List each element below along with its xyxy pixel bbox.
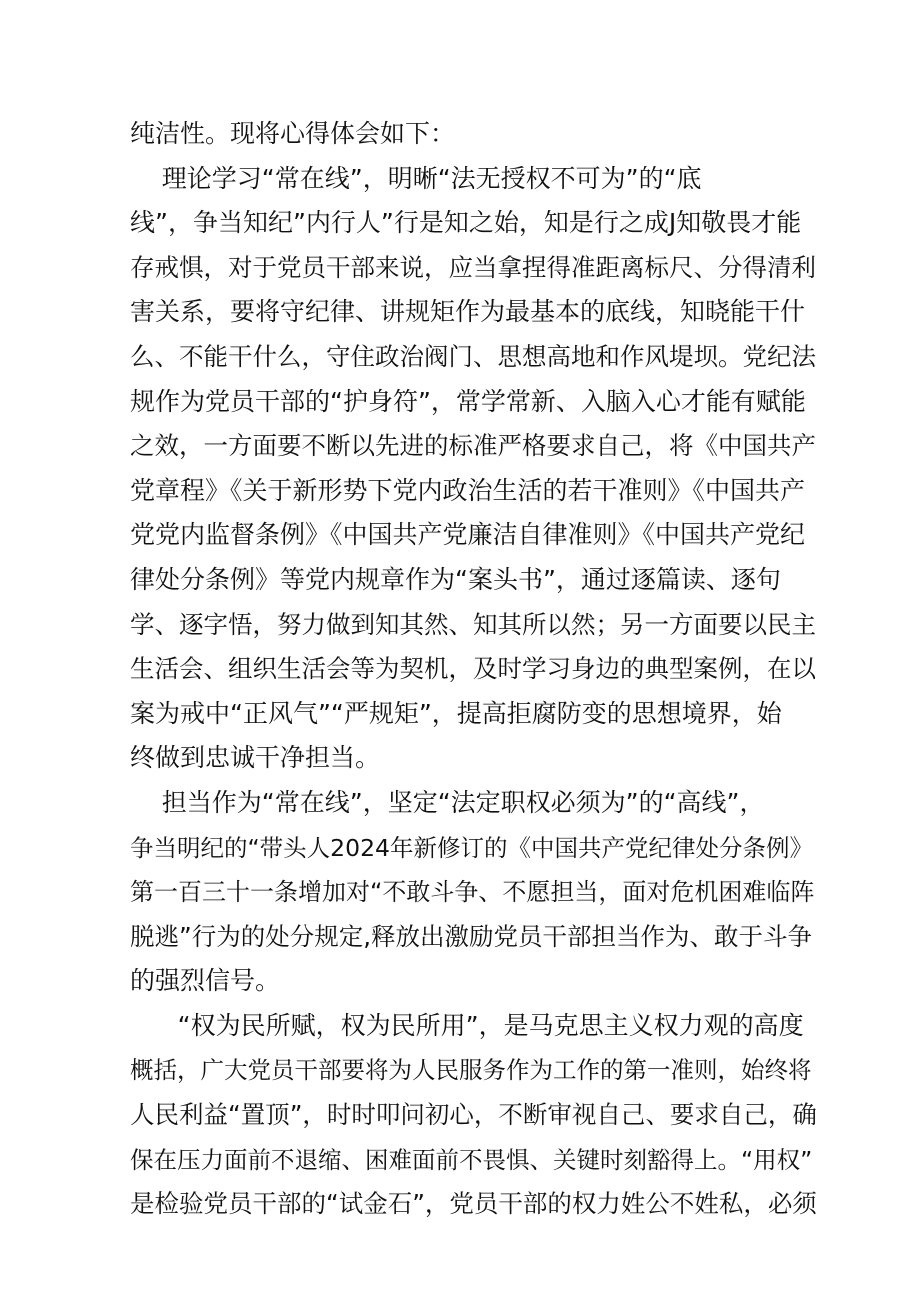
text-line-16: 担当作为“常在线”，坚定“法定职权必须为”的“高线”，: [130, 787, 765, 817]
text-line-10: 党党内监督条例》《中国共产党廉洁自律准则》《中国共产党纪: [130, 520, 806, 550]
text-line-5: 害关系，要将守纪律、讲规矩作为最基本的底线，知晓能干什: [130, 297, 806, 327]
text-line-21: “权为民所赋，权为民所用”，是马克思主义权力观的高度: [130, 1010, 804, 1040]
text-line-8: 之效，一方面要不断以先进的标准严格要求自己，将《中国共产: [130, 431, 816, 461]
text-line-12: 学、逐字悟，努力做到知其然、知其所以然；另一方面要以民主: [130, 609, 816, 639]
text-line-17: 争当明纪的“带头人2024年新修订的《中国共产党纪律处分条例》: [130, 833, 813, 862]
text-line-14: 案为戒中“正风气”“严规矩”，提高拒腐防变的思想境界，始: [130, 698, 782, 728]
text-line-1: 纯洁性。现将心得体会如下：: [130, 119, 456, 148]
text-line-3: 线”，争当知纪”内行人”行是知之始，知是行之成J知敬畏才能: [130, 208, 802, 238]
text-line-11: 律处分条例》等党内规章作为“案头书”，通过逐篇读、逐句: [130, 564, 781, 594]
text-line-13: 生活会、组织生活会等为契机，及时学习身边的典型案例，在以: [130, 654, 816, 684]
text-line-19: 脱逃”行为的处分规定,释放出激励党员干部担当作为、敢于斗争: [130, 921, 812, 951]
text-line-4: 存戒惧，对于党员干部来说，应当拿捏得准距离标尺、分得清利: [130, 252, 816, 282]
text-line-6: 么、不能干什么，守住政治阀门、思想高地和作风堤坝。党纪法: [130, 341, 816, 371]
text-line-7: 规作为党员干部的“护身符”，常学常新、入脑入心才能有赋能: [130, 386, 806, 416]
body-text: [130, 112, 817, 1227]
text-line-2: 理论学习“常在线”，明晰“法无授权不可为”的“底: [130, 163, 702, 193]
text-line-18: 第一百三十一条增加对“不敢斗争、不愿担当，面对危机困难临阵: [130, 878, 815, 907]
text-line-9: 党章程》《关于新形势下党内政治生活的若干准则》《中国共产: [130, 475, 806, 505]
text-line-23: 人民利益“置顶”，时时叩问初心，不断审视自己、要求自己，确: [130, 1100, 817, 1130]
text-line-15: 终做到忠诚干净担当。: [130, 743, 381, 773]
text-line-20: 的强烈信号。: [130, 966, 281, 996]
text-line-24: 保在压力面前不退缩、困难面前不畏惧、关键时刻豁得上。“用权”: [130, 1145, 813, 1174]
text-line-25: 是检验党员干部的“试金石”，党员干部的权力姓公不姓私，必须: [130, 1189, 817, 1219]
text-line-22: 概括，广大党员干部要将为人民服务作为工作的第一准则，始终将: [130, 1056, 812, 1085]
